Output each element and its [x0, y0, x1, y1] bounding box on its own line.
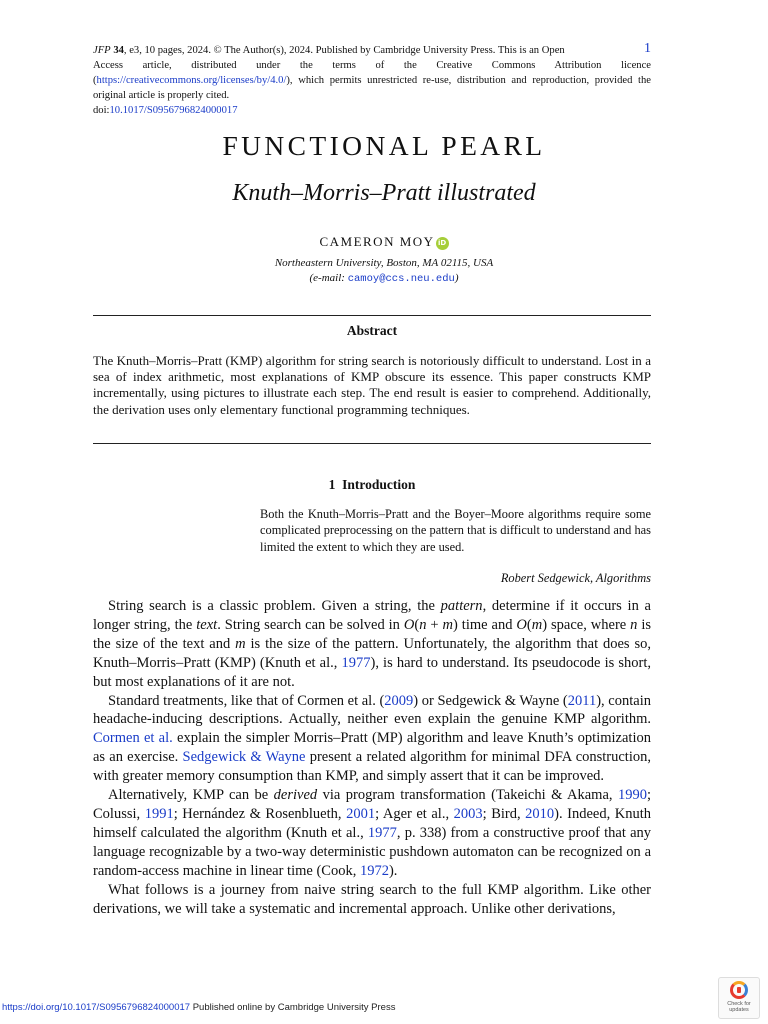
epigraph-quote: Both the Knuth–Morris–Pratt and the Boyer–Moore algorithms require some complicated preprocessing on the pattern that is difficult to understand and has limited the extent to which they are used.	[260, 507, 651, 554]
author-name: CAMERON MOY	[319, 234, 435, 249]
email-line	[0, 271, 768, 287]
author-line	[0, 234, 768, 250]
check-for-updates-badge[interactable]	[718, 977, 760, 1019]
header-license-text	[93, 58, 651, 103]
text-run: Standard treatments, like that of Cormen et al. (	[108, 692, 385, 709]
footer-published: Published online by Cambridge University Press	[190, 1002, 396, 1013]
affiliation: Northeastern University, Boston, MA 02115, USA	[274, 257, 494, 269]
text-run: ) space, where	[542, 616, 631, 633]
citation-link[interactable]: 1977	[367, 824, 397, 841]
text-run: is the size of the text and	[93, 616, 652, 652]
citation-link[interactable]: 2010	[525, 805, 555, 822]
header-line-1	[93, 43, 651, 58]
citation-link[interactable]: 2003	[453, 805, 483, 822]
emphasis: text	[196, 616, 218, 633]
body-text	[93, 597, 651, 918]
math-var: m	[235, 635, 246, 652]
journal-abbr: JFP	[93, 45, 111, 56]
email-label: (e-mail:	[309, 272, 348, 284]
paragraph-2	[93, 692, 651, 787]
text-run: present a related algorithm for minimal DFA construction, with greater memory consumption than KMP, and simply assert that it can be improved.	[93, 749, 651, 785]
math-var: m	[531, 616, 543, 633]
email-link[interactable]: camoy@ccs.neu.edu	[347, 273, 455, 285]
emphasis: derived	[273, 787, 318, 804]
email-close: )	[454, 272, 459, 284]
text-run: , determine if it occurs in a longer string, the	[93, 598, 651, 633]
math-var: n	[419, 616, 427, 633]
epigraph-source: Robert Sedgewick, Algorithms	[500, 571, 651, 585]
text-run: via program transformation (Takeichi & Akama,	[317, 787, 618, 804]
math-var: O	[403, 616, 415, 633]
text-run: String search is a classic problem. Given a string, the	[108, 598, 441, 614]
text-run: ) time and	[453, 616, 517, 633]
text-run: +	[426, 616, 443, 633]
section-title: Introduction	[342, 477, 416, 492]
citation-link[interactable]: 2001	[346, 805, 376, 822]
text-run: ; Bird,	[482, 805, 526, 822]
text-run: ). Indeed, Knuth himself calculated the algorithm (Knuth et al.,	[93, 805, 652, 841]
citation-link[interactable]: 2011	[567, 692, 597, 709]
abstract-bottom-rule	[93, 443, 651, 444]
paragraph-4: What follows is a journey from naive string search to the full KMP algorithm. Like other derivations, we will take a systematic and incremental approach. Unlike other derivations,	[93, 881, 651, 917]
header-doi	[93, 103, 651, 118]
text-run: ).	[388, 862, 398, 879]
paper-series-title: FUNCTIONAL PEARL	[222, 130, 546, 161]
crossmark-icon	[730, 981, 748, 999]
doi-label: doi:	[93, 105, 110, 116]
footer-doi-link[interactable]: https://doi.org/10.1017/S0956796824000017	[2, 1002, 191, 1013]
doi-link[interactable]: 10.1017/S0956796824000017	[109, 105, 238, 116]
text-run: ) or Sedgewick & Wayne (	[413, 692, 568, 709]
math-var: n	[630, 616, 638, 633]
paper-title: Knuth–Morris–Pratt illustrated	[232, 180, 536, 206]
text-run: (	[414, 616, 420, 633]
citation-link[interactable]: Sedgewick & Wayne	[182, 749, 306, 766]
text-run: explain the simpler Morris–Pratt (MP) algorithm and leave Knuth’s optimization as an exercise.	[93, 730, 651, 766]
citation-link[interactable]: 1990	[617, 787, 647, 804]
orcid-icon[interactable]: iD	[436, 237, 449, 250]
citation-link[interactable]: 1972	[359, 862, 389, 879]
abstract-text: The Knuth–Morris–Pratt (KMP) algorithm for string search is notoriously difficult to understand. Lost in a sea of index arithmetic, most explanations of KMP obscure its essence. This paper constructs KMP incrementally, using pictures to illustrate each step. The end result is easier to comprehend. Additionally, the derivation uses only elementary functional programming techniques.	[93, 353, 651, 417]
affiliation-block	[0, 256, 768, 287]
journal-volume: 34	[113, 45, 124, 56]
section-number: 1	[328, 477, 336, 492]
paragraph-1	[93, 597, 651, 692]
license-link[interactable]: https://creativecommons.org/licenses/by/4.0/	[96, 75, 287, 86]
text-run: ), contain headache-inducing descriptions. Actually, neither even explain the genuine KMP algorithm.	[93, 692, 651, 728]
header-citation	[93, 43, 565, 58]
citation-link[interactable]: Cormen et al.	[93, 730, 173, 747]
text-run: , p. 338) from a constructive proof that any language recognizable by a two-way deterministic pushdown automaton can be recognized on a random-access machine in linear time (Cook,	[93, 824, 651, 879]
license-text-pre: Access article, distributed under the terms of the Creative Commons Attribution licence (	[93, 60, 651, 86]
text-run: . String search can be solved in	[217, 616, 404, 633]
badge-line-1: Check for	[727, 1001, 751, 1007]
text-run: ; Colussi,	[93, 787, 651, 822]
text-run: ), is hard to understand. Its pseudocode is short, but most explanations of it are not.	[93, 654, 651, 690]
math-var: O	[516, 616, 527, 633]
abstract-heading: Abstract	[346, 323, 398, 338]
header-citation-rest: , e3, 10 pages, 2024. © The Author(s), 2024. Published by Cambridge University Press. This is an Open	[123, 45, 565, 56]
page-number: 1	[644, 41, 651, 56]
section-heading	[0, 477, 744, 493]
math-var: m	[442, 616, 454, 633]
license-text-post: ), which permits unrestricted re-use, distribution and reproduction, provided the original article is properly cited.	[93, 75, 651, 101]
text-run: is the size of the pattern. Unfortunately, the algorithm that does so, Knuth–Morris–Pratt (KMP) (Knuth et al.,	[93, 635, 651, 671]
page-footer	[2, 1002, 395, 1013]
citation-link[interactable]: 2009	[384, 692, 414, 709]
emphasis: pattern	[440, 598, 483, 614]
article-header	[93, 43, 651, 118]
citation-link[interactable]: 1977	[341, 654, 371, 671]
text-run: ; Hernández & Rosenblueth,	[173, 805, 347, 822]
citation-link[interactable]: 1991	[144, 805, 174, 822]
text-run: ; Ager et al.,	[375, 805, 454, 822]
badge-line-2: updates	[729, 1007, 749, 1013]
abstract-top-rule	[93, 315, 651, 316]
paragraph-3	[93, 786, 651, 881]
text-run: (	[526, 616, 532, 633]
text-run: Alternatively, KMP can be	[108, 787, 274, 804]
